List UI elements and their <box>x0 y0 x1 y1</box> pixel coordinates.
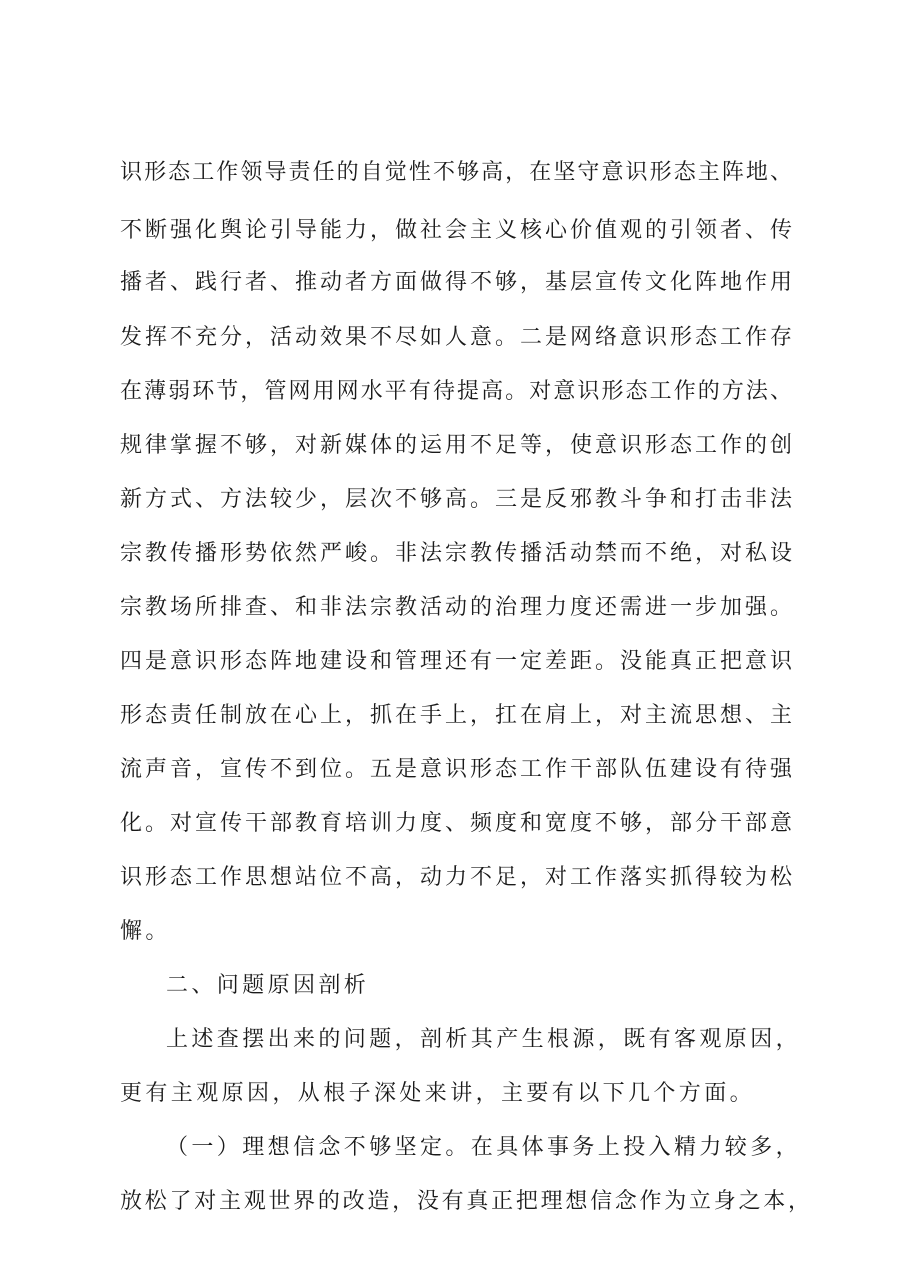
body-text-line: 流声音，宣传不到位。五是意识形态工作干部队伍建设有待强 <box>120 757 792 782</box>
body-text-line: 在薄弱环节，管网用网水平有待提高。对意识形态工作的方法、 <box>120 379 792 404</box>
body-text-line: 规律掌握不够，对新媒体的运用不足等，使意识形态工作的创 <box>120 433 792 458</box>
body-text-line: 播者、践行者、推动者方面做得不够，基层宣传文化阵地作用 <box>120 270 792 295</box>
body-text-line: 四是意识形态阵地建设和管理还有一定差距。没能真正把意识 <box>120 649 792 674</box>
body-text-line: 识形态工作思想站位不高，动力不足，对工作落实抓得较为松 <box>120 865 792 890</box>
body-text-line: 宗教传播形势依然严峻。非法宗教传播活动禁而不绝，对私设 <box>120 541 792 566</box>
body-text-line: 形态责任制放在心上，抓在手上，扛在肩上，对主流思想、主 <box>120 703 792 728</box>
body-text-line: 发挥不充分，活动效果不尽如人意。二是网络意识形态工作存 <box>120 325 792 350</box>
body-text-line: 新方式、方法较少，层次不够高。三是反邪教斗争和打击非法 <box>120 487 792 512</box>
body-text-line: 宗教场所排查、和非法宗教活动的治理力度还需进一步加强。 <box>120 595 792 620</box>
body-text-line: 懈。 <box>120 919 171 944</box>
section-heading: 二、问题原因剖析 <box>166 973 370 998</box>
paragraph-first-line: （一）理想信念不够坚定。在具体事务上投入精力较多， <box>166 1135 802 1160</box>
body-text-line: 识形态工作领导责任的自觉性不够高，在坚守意识形态主阵地、 <box>120 160 792 185</box>
paragraph-first-line: 上述查摆出来的问题，剖析其产生根源，既有客观原因， <box>166 1027 802 1052</box>
body-text-line: 放松了对主观世界的改造，没有真正把理想信念作为立身之本， <box>120 1189 810 1214</box>
body-text-line: 更有主观原因，从根子深处来讲，主要有以下几个方面。 <box>120 1081 756 1106</box>
body-text-line: 不断强化舆论引导能力，做社会主义核心价值观的引领者、传 <box>120 218 792 243</box>
body-text-line: 化。对宣传干部教育培训力度、频度和宽度不够，部分干部意 <box>120 811 792 836</box>
